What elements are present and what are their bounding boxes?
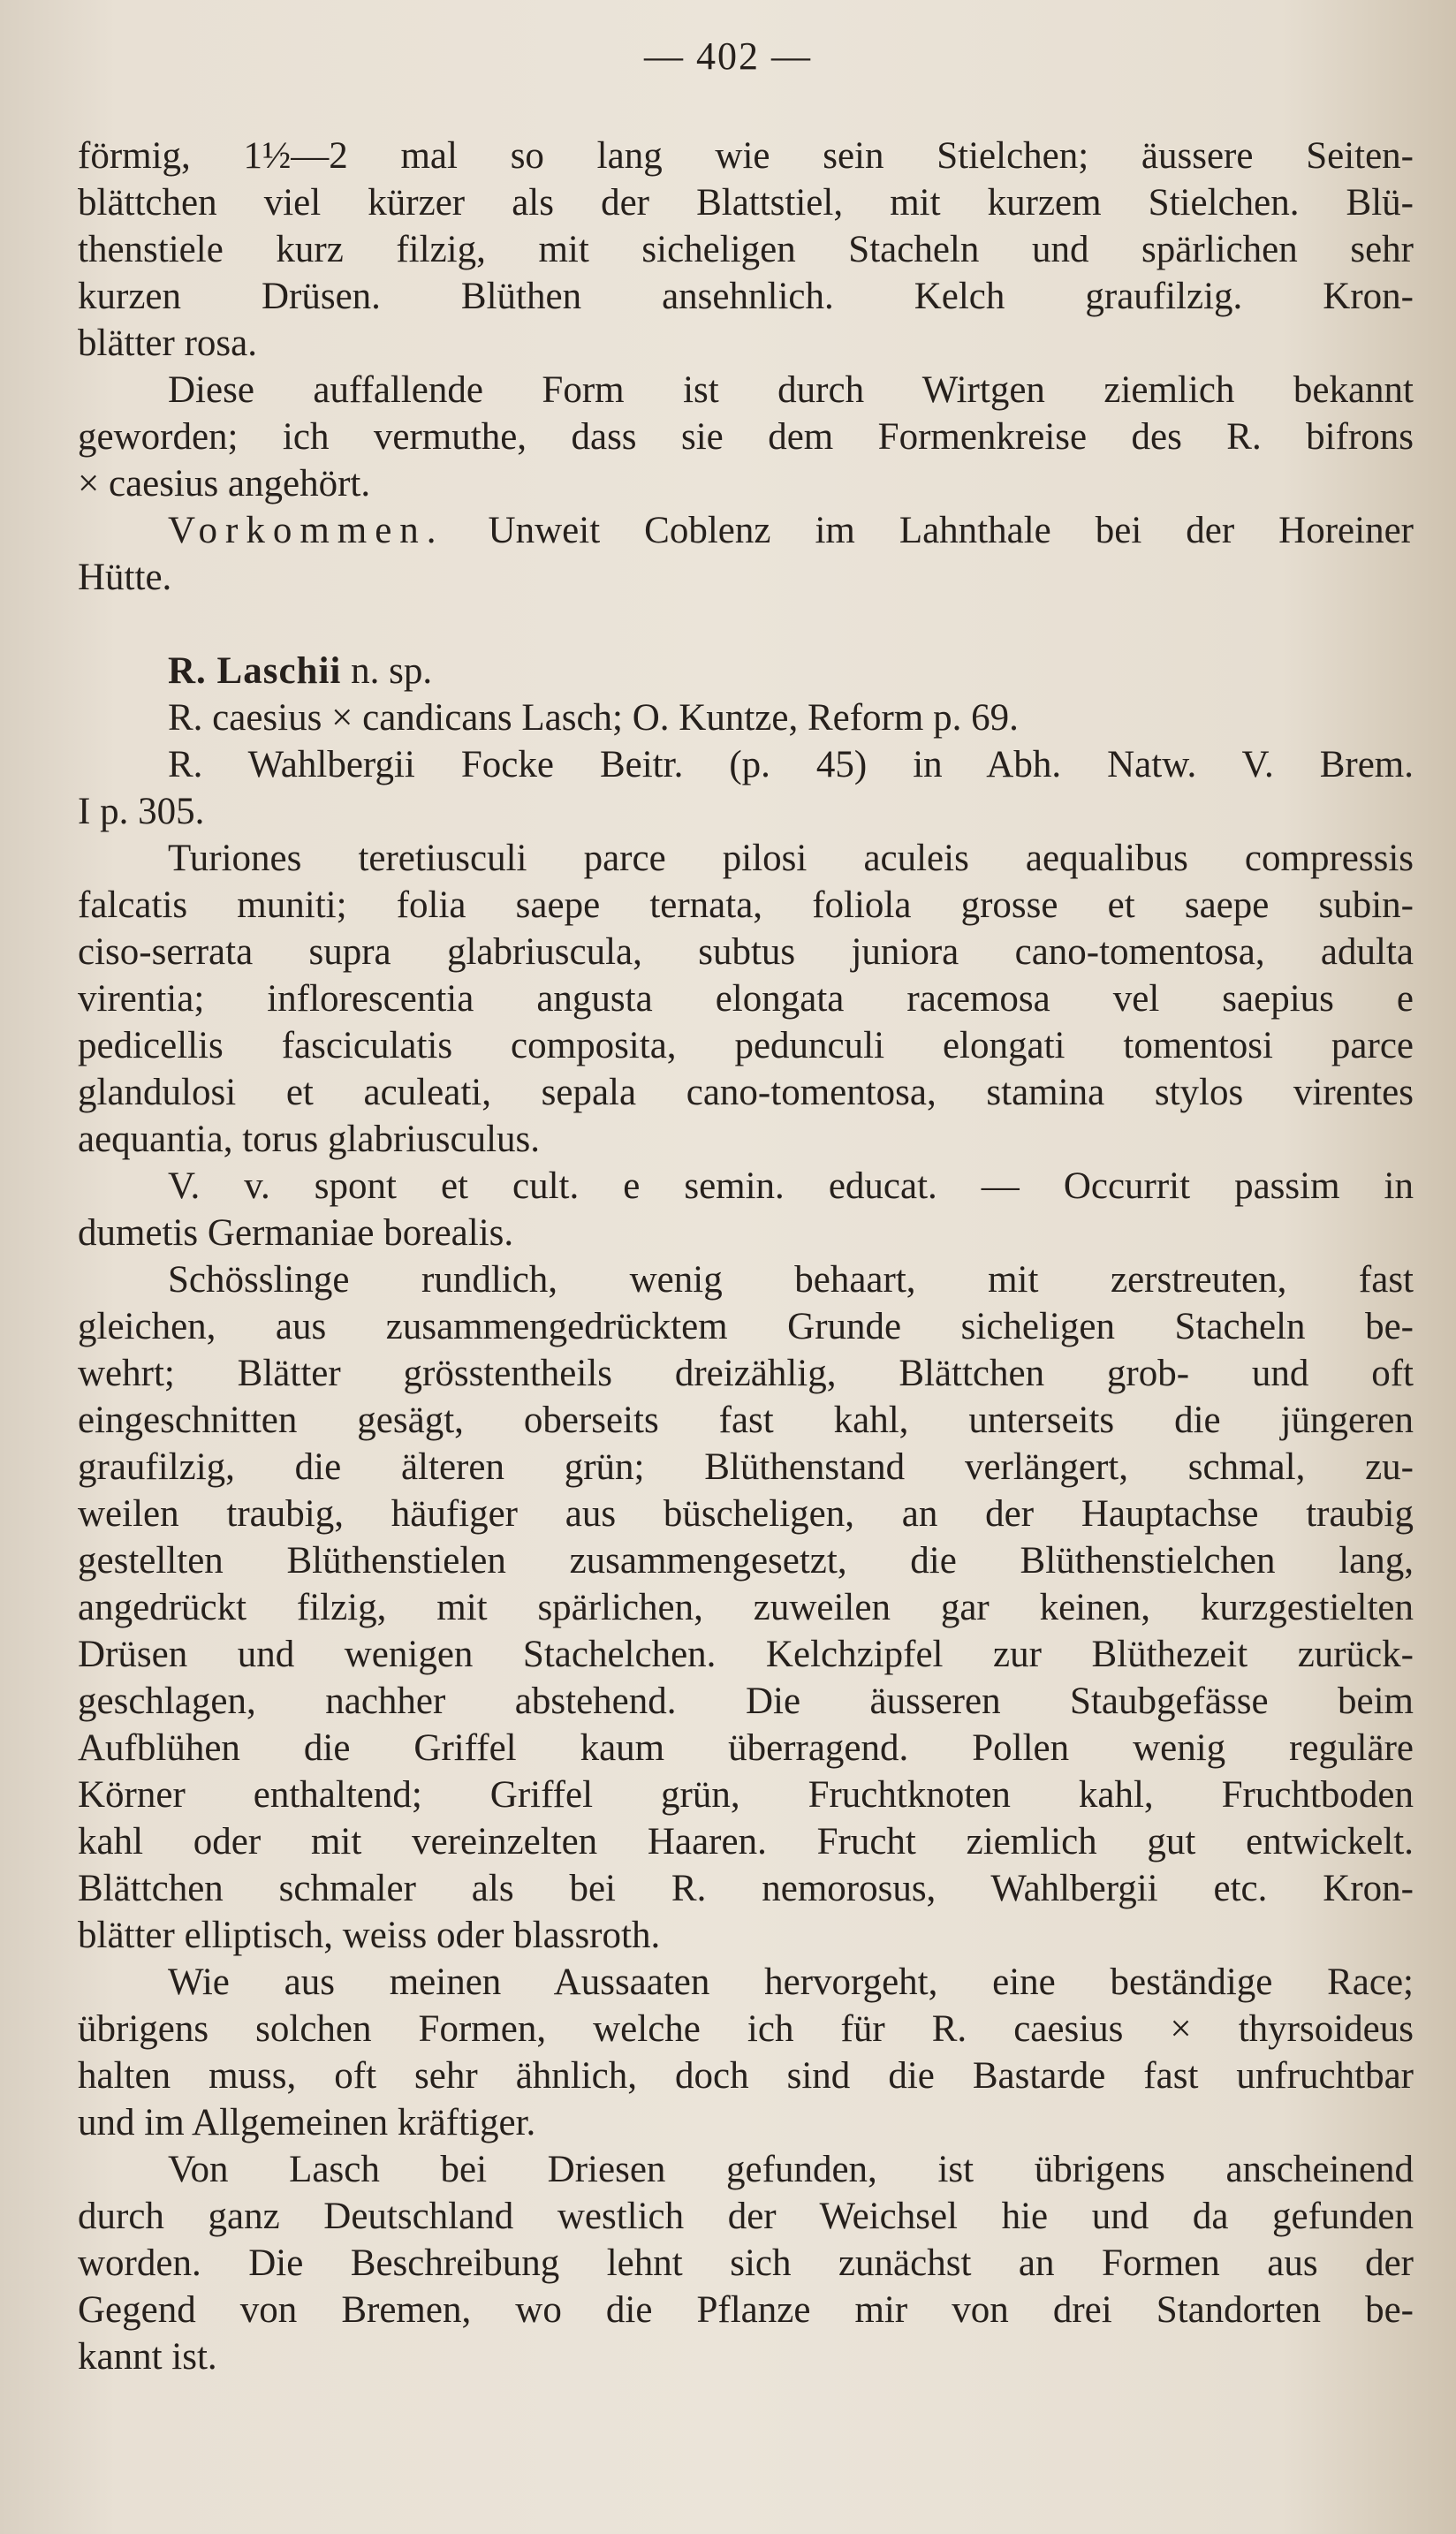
text-line: wehrt; Blätter grösstentheils dreizählig, Blättchen grob- und oft <box>78 1353 1414 1394</box>
text-line: Gegend von Bremen, wo die Pflanze mir von drei Standorten be- <box>78 2289 1414 2331</box>
text-line: förmig, 1½—2 mal so lang wie sein Stielchen; äussere Seiten- <box>78 135 1414 177</box>
text-line: virentia; inflorescentia angusta elongata racemosa vel saepius e <box>78 978 1414 1020</box>
text-line: graufilzig, die älteren grün; Blüthenstand verlängert, schmal, zu- <box>78 1446 1414 1488</box>
text-line: glandulosi et aculeati, sepala cano-tomentosa, stamina stylos virentes <box>78 1072 1414 1113</box>
text-line: durch ganz Deutschland westlich der Weichsel hie und da gefunden <box>78 2196 1414 2237</box>
text-line: Drüsen und wenigen Stachelchen. Kelchzipfel zur Blüthezeit zurück- <box>78 1634 1414 1675</box>
paragraph <box>78 741 1414 835</box>
text-line: dumetis Germaniae borealis. <box>78 1212 514 1254</box>
text-line: Diese auffallende Form ist durch Wirtgen ziemlich bekannt <box>168 369 1414 411</box>
paragraph <box>78 133 1414 367</box>
text-line: Turiones teretiusculi parce pilosi aculeis aequalibus compressis <box>168 838 1414 879</box>
paragraph <box>78 694 1414 741</box>
text-line: halten muss, oft sehr ähnlich, doch sind die Bastarde fast unfruchtbar <box>78 2055 1414 2097</box>
text-line: geschlagen, nachher abstehend. Die äusseren Staubgefässe beim <box>78 1680 1414 1722</box>
text-line: V. v. spont et cult. e semin. educat. — Occurrit passim in <box>168 1165 1414 1207</box>
text-line: aequantia, torus glabriusculus. <box>78 1119 541 1160</box>
text-line: eingeschnitten gesägt, oberseits fast kahl, unterseits die jüngeren <box>78 1400 1414 1441</box>
spaced-label: Vorkommen. <box>168 510 444 551</box>
text-line: ciso-serrata supra glabriuscula, subtus juniora cano-tomentosa, adulta <box>78 931 1414 973</box>
text-line: Hütte. <box>78 557 172 598</box>
paragraph <box>78 1256 1414 1959</box>
text-line: weilen traubig, häufiger aus büscheligen, an der Hauptachse traubig <box>78 1493 1414 1535</box>
text-line: übrigens solchen Formen, welche ich für R. caesius × thyrsoideus <box>78 2008 1414 2050</box>
text-line: gestellten Blüthenstielen zusammengesetzt, die Blüthenstielchen lang, <box>78 1540 1414 1582</box>
text-line: kannt ist. <box>78 2336 217 2378</box>
paragraph <box>78 367 1414 507</box>
text-line: blätter rosa. <box>78 322 257 364</box>
text-line: blättchen viel kürzer als der Blattstiel, mit kurzem Stielchen. Blü- <box>78 182 1414 224</box>
text-line: Blättchen schmaler als bei R. nemorosus, Wahlbergii etc. Kron- <box>78 1868 1414 1909</box>
text-line: Wie aus meinen Aussaaten hervorgeht, eine beständige Race; <box>168 1961 1414 2003</box>
text-line: blätter elliptisch, weiss oder blassroth. <box>78 1915 661 1956</box>
paragraph <box>78 835 1414 1163</box>
paragraph <box>78 2146 1414 2380</box>
text-line: Aufblühen die Griffel kaum überragend. Pollen wenig reguläre <box>78 1727 1414 1769</box>
text-line: kurzen Drüsen. Blüthen ansehnlich. Kelch graufilzig. Kron- <box>78 276 1414 317</box>
text-line: pedicellis fasciculatis composita, pedunculi elongati tomentosi parce <box>78 1025 1414 1066</box>
text-line: gleichen, aus zusammengedrücktem Grunde sicheligen Stacheln be- <box>78 1306 1414 1347</box>
paragraph <box>78 507 1414 601</box>
text-line: R. caesius × candicans Lasch; O. Kuntze, Reform p. 69. <box>168 697 1019 739</box>
text-line: kahl oder mit vereinzelten Haaren. Frucht ziemlich gut entwickelt. <box>78 1821 1414 1863</box>
text-line: worden. Die Beschreibung lehnt sich zunächst an Formen aus der <box>78 2242 1414 2284</box>
text-line: Schösslinge rundlich, wenig behaart, mit zerstreuten, fast <box>168 1259 1414 1301</box>
page-body-text <box>78 133 1414 2380</box>
text-line: geworden; ich vermuthe, dass sie dem Formenkreise des R. bifrons <box>78 416 1414 458</box>
text-line <box>78 648 1414 694</box>
paragraph <box>78 1163 1414 1256</box>
page-number: — 402 — <box>644 34 812 78</box>
text-line: × caesius angehört. <box>78 463 371 505</box>
paragraph <box>78 648 1414 694</box>
text-line: I p. 305. <box>78 791 205 832</box>
section-spacer <box>78 601 1414 648</box>
text-line <box>78 507 1414 554</box>
text-line: und im Allgemeinen kräftiger. <box>78 2102 536 2143</box>
text-line: R. Wahlbergii Focke Beitr. (p. 45) in Abh. Natw. V. Brem. <box>168 744 1414 785</box>
text-segment: n. sp. <box>341 650 433 692</box>
text-line: angedrückt filzig, mit spärlichen, zuweilen gar keinen, kurzgestielten <box>78 1587 1414 1628</box>
text-line: thenstiele kurz filzig, mit sicheligen Stacheln und spärlichen sehr <box>78 229 1414 270</box>
text-segment: Unweit Coblenz im Lahnthale bei der Horeiner <box>444 510 1414 551</box>
species-heading: R. Laschii <box>168 650 342 692</box>
paragraph <box>78 1959 1414 2146</box>
text-line: Körner enthaltend; Griffel grün, Fruchtknoten kahl, Fruchtboden <box>78 1774 1414 1816</box>
text-line: Von Lasch bei Driesen gefunden, ist übrigens anscheinend <box>168 2149 1414 2190</box>
text-line: falcatis muniti; folia saepe ternata, foliola grosse et saepe subin- <box>78 884 1414 926</box>
